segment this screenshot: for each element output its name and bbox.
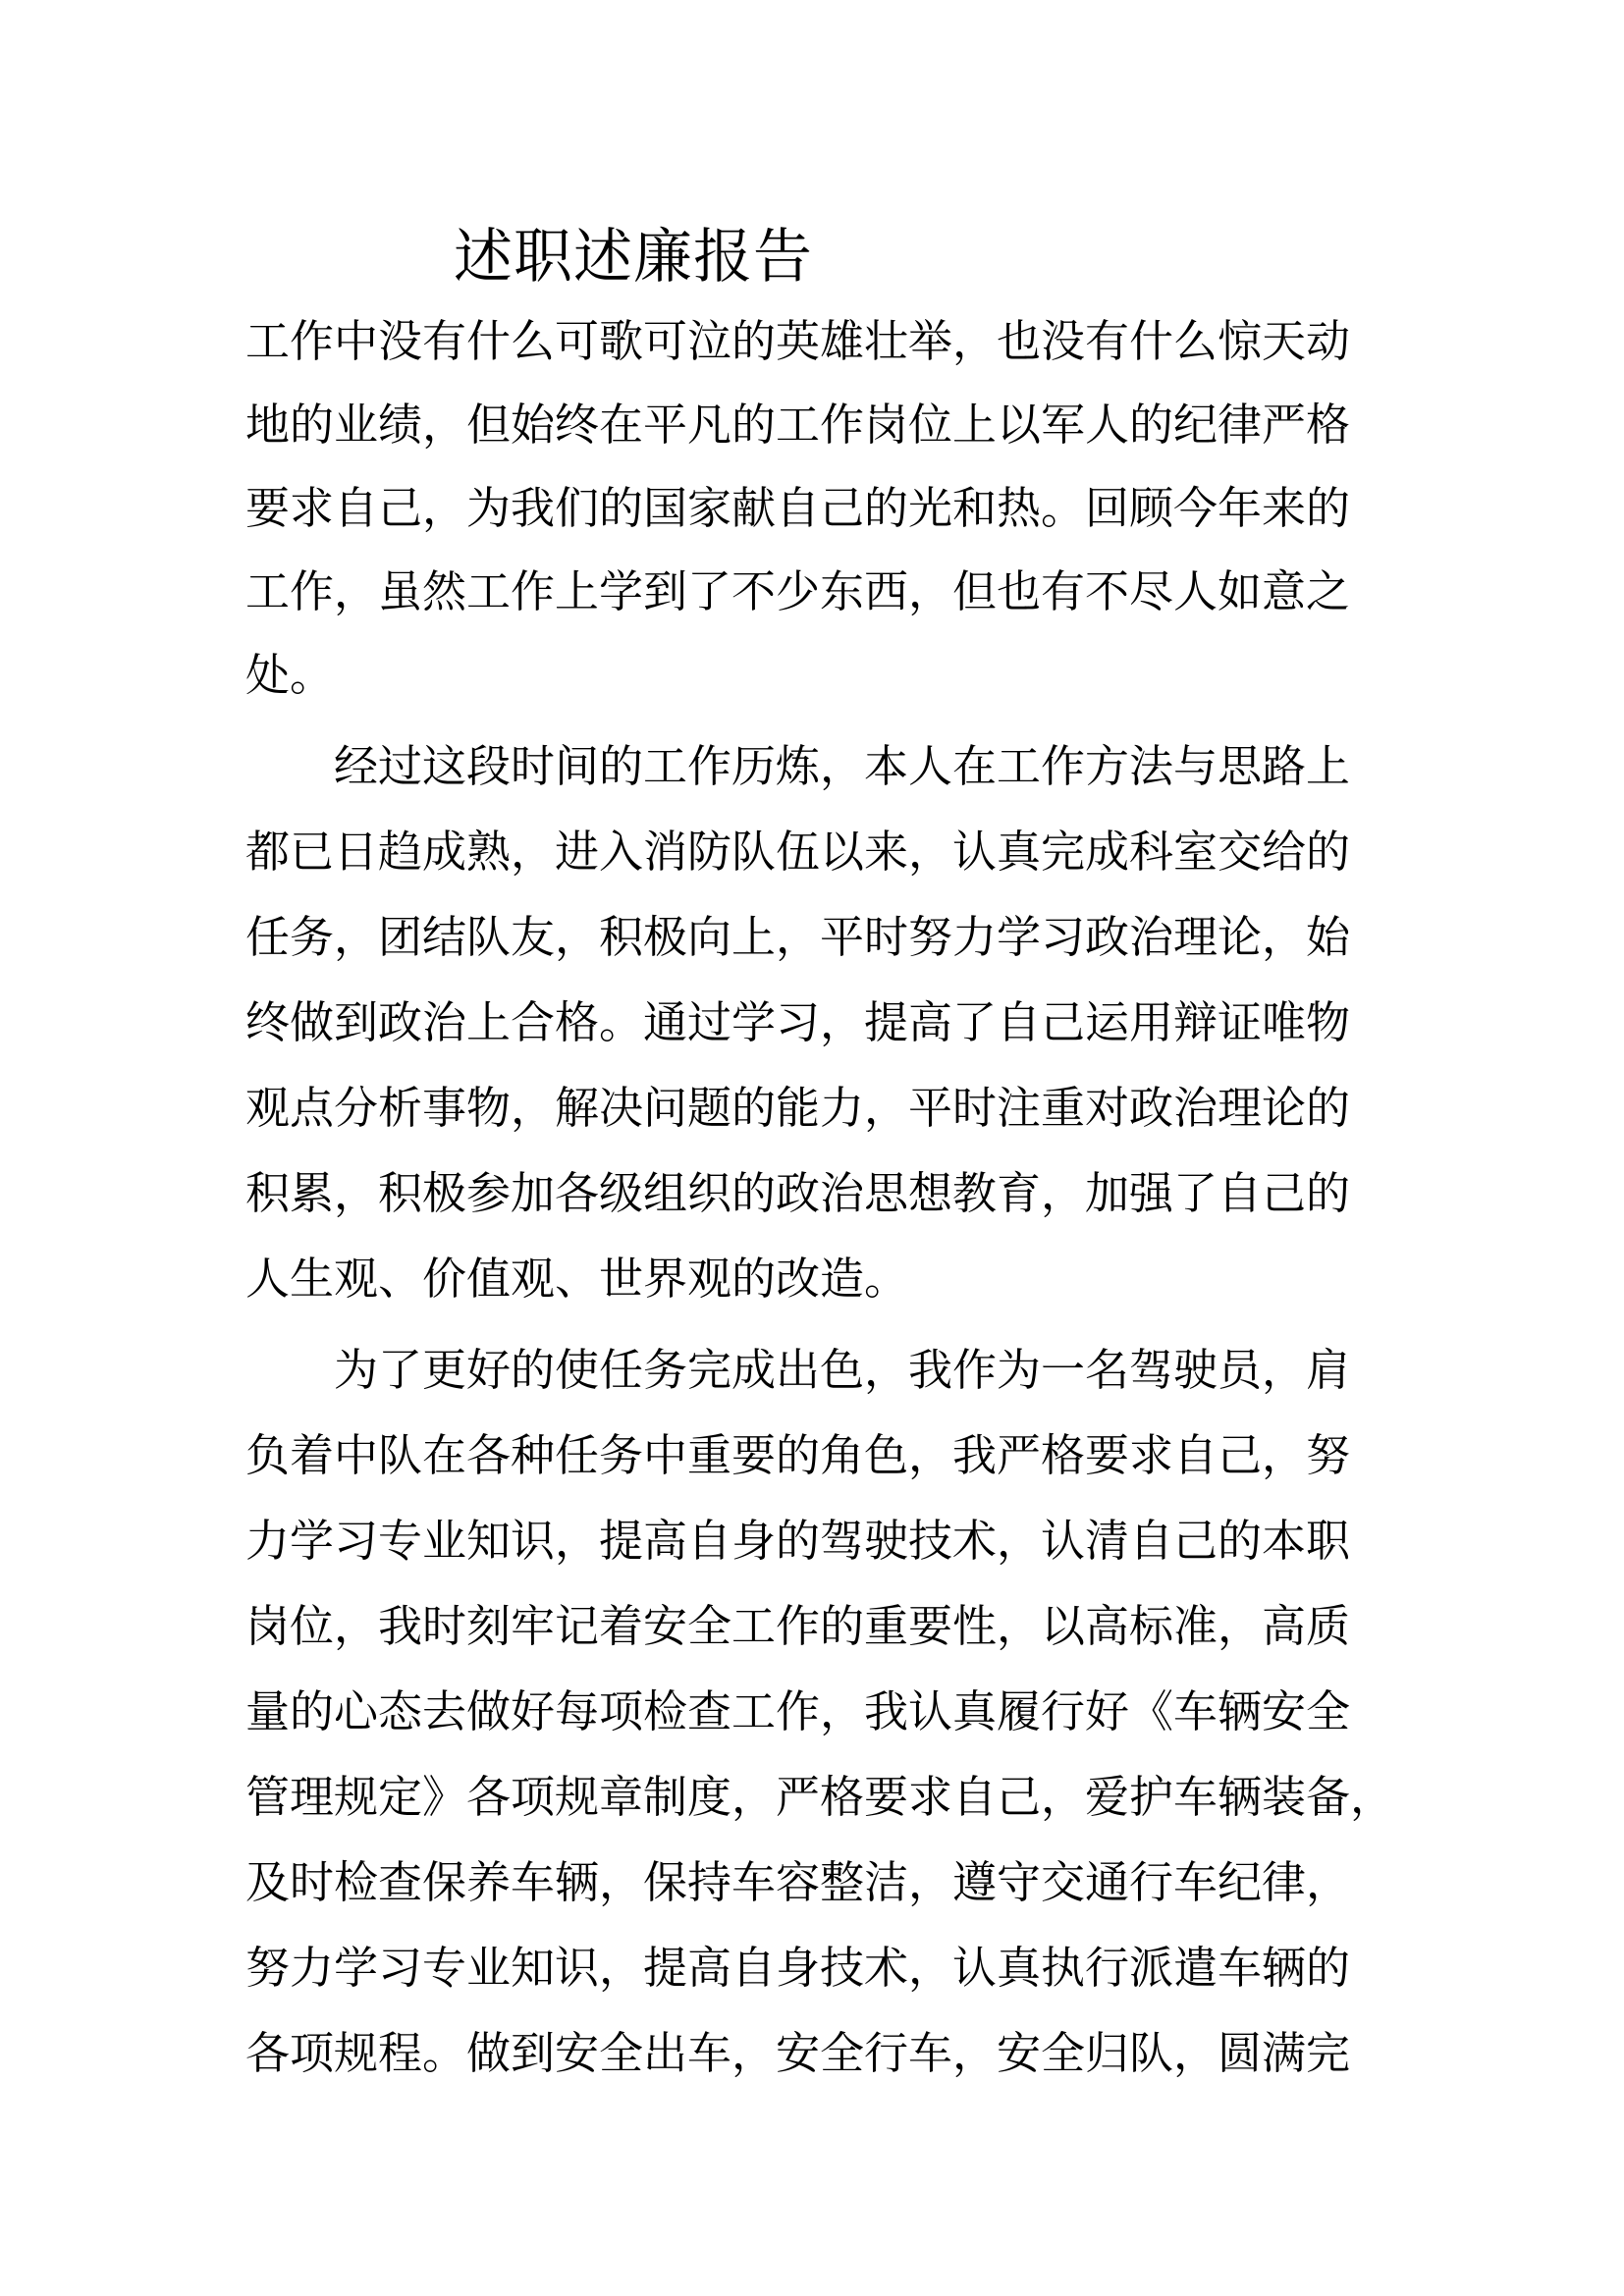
body-line: 为了更好的使任务完成出色，我作为一名驾驶员，肩 (245, 1344, 1351, 1396)
body-line: 工作中没有什么可歌可泣的英雄壮举，也没有什么惊天动 (245, 315, 1351, 367)
body-line: 岗位，我时刻牢记着安全工作的重要性，以高标准，高质 (245, 1600, 1351, 1652)
document-title: 述职述廉报告 (454, 223, 813, 292)
body-line: 要求自己，为我们的国家献自己的光和热。回顾今年来的 (245, 482, 1351, 534)
body-line: 工作，虽然工作上学到了不少东西，但也有不尽人如意之 (245, 565, 1351, 617)
body-line: 各项规程。做到安全出车，安全行车，安全归队，圆满完 (245, 2027, 1351, 2079)
body-line: 观点分析事物，解决问题的能力，平时注重对政治理论的 (245, 1082, 1351, 1134)
body-line: 管理规定》各项规章制度，严格要求自己，爱护车辆装备， (245, 1771, 1395, 1823)
body-line: 经过这段时间的工作历炼，本人在工作方法与思路上 (245, 740, 1351, 792)
body-line: 终做到政治上合格。通过学习，提高了自己运用辩证唯物 (245, 996, 1351, 1048)
body-line: 力学习专业知识，提高自身的驾驶技术，认清自己的本职 (245, 1515, 1351, 1567)
body-line: 负着中队在各种任务中重要的角色，我严格要求自己，努 (245, 1429, 1351, 1481)
body-line: 人生观、价值观、世界观的改造。 (245, 1253, 909, 1305)
body-line: 努力学习专业知识，提高自身技术，认真执行派遣车辆的 (245, 1942, 1351, 1994)
body-line: 量的心态去做好每项检查工作，我认真履行好《车辆安全 (245, 1685, 1351, 1737)
body-line: 都已日趋成熟，进入消防队伍以来，认真完成科室交给的 (245, 826, 1351, 878)
body-line: 任务，团结队友，积极向上，平时努力学习政治理论，始 (245, 911, 1351, 963)
body-line: 及时检查保养车辆，保持车容整洁，遵守交通行车纪律， (245, 1856, 1351, 1908)
body-line: 处。 (245, 649, 335, 701)
body-line: 地的业绩，但始终在平凡的工作岗位上以军人的纪律严格 (245, 399, 1351, 451)
body-line: 积累，积极参加各级组织的政治思想教育，加强了自己的 (245, 1167, 1351, 1219)
